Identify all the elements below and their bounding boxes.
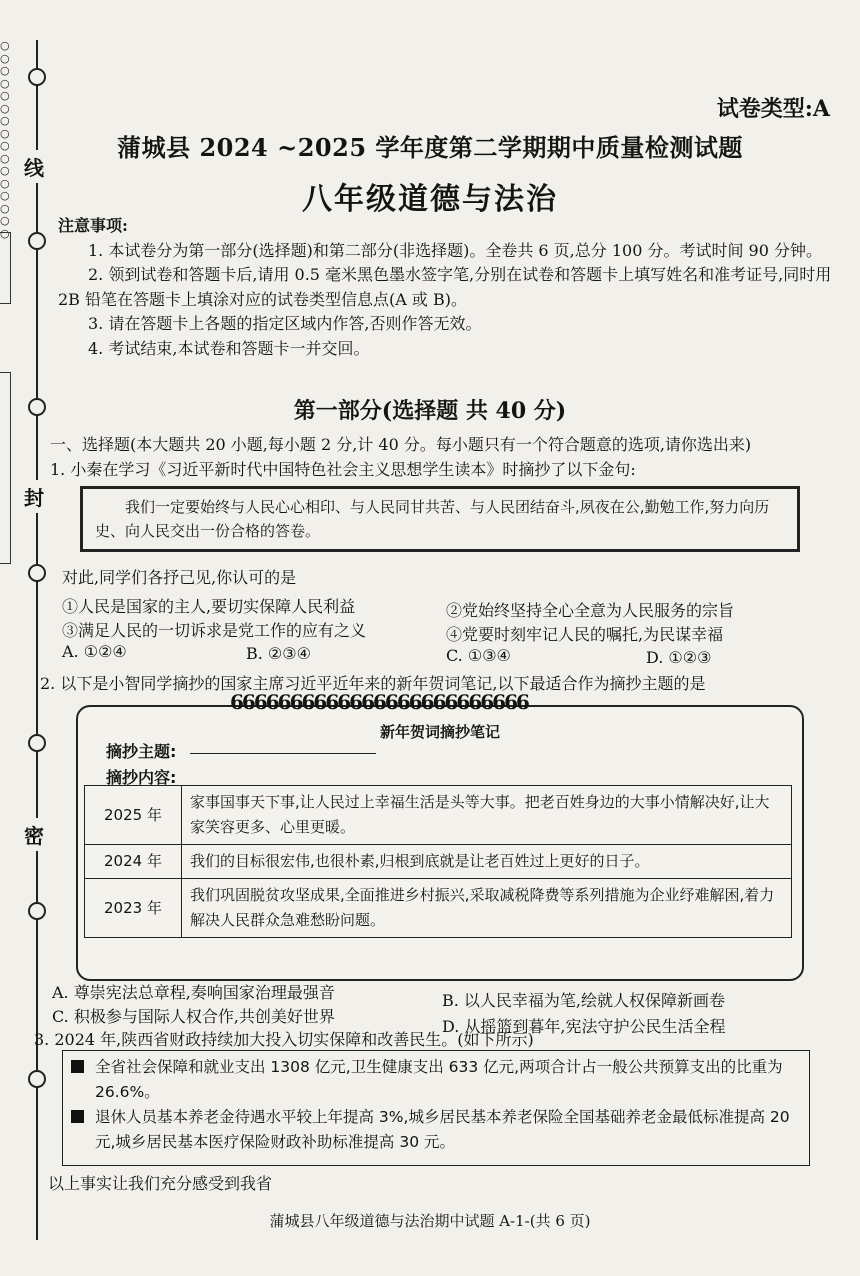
q1-prompt: 对此,同学们各抒己见,你认可的是 [62,568,297,587]
q1-option-d: D. ①②③ [646,648,712,667]
quote-table [84,785,792,938]
bullet-square-icon [71,1060,84,1073]
info-item [71,1055,801,1105]
note-item: 1. 本试卷分为第一部分(选择题)和第二部分(非选择题)。全卷共 6 页,总分 100 分。考试时间 90 分钟。 [88,240,823,260]
row-year: 2025 年 [85,786,182,845]
note-item: 2. 领到试卷和答题卡后,请用 0.5 毫米黑色墨水签字笔,分别在试卷和答题卡上填写姓名和准考证号,同时用 2B 铅笔在答题卡上填涂对应的试卷类型信息点(A 或 B)。 [58,265,832,309]
notes-section [58,214,834,361]
q1-option-a: A. ①②④ [62,642,127,661]
table-row [85,786,792,845]
section-heading: 一、选择题(本大题共 20 小题,每小题 2 分,计 40 分。每小题只有一个符合题意的选项,请你选出来) [50,435,752,454]
table-row [85,879,792,938]
q2-option-c: C. 积极参与国际人权合作,共创美好世界 [52,1007,335,1026]
margin-char-seal: 封 [24,480,44,513]
paper-type: 试卷类型:A [716,96,830,122]
margin-char-line: 线 [24,150,44,183]
q3-info-box [62,1050,810,1166]
q1-option-c: C. ①③④ [446,646,511,665]
bullet-square-icon [71,1110,84,1123]
margin-box [0,232,11,304]
binding-hole [28,68,46,86]
binding-hole [28,232,46,250]
q2-option-d: D. 从摇篮到暮年,宪法守护公民生活全程 [442,1017,726,1036]
notebook-card [76,705,804,981]
binding-hole [28,564,46,582]
theme-blank-line [190,753,376,754]
q1-quote-box: 我们一定要始终与人民心心相印、与人民同甘共苦、与人民团结奋斗,夙夜在公,勤勉工作,努力向历史、向人民交出一份合格的答卷。 [80,486,800,552]
part-title: 第一部分(选择题 共 40 分) [293,398,567,424]
q2-option-a: A. 尊崇宪法总章程,奏响国家治理最强音 [52,983,335,1002]
binding-line [36,40,38,1240]
q3-stem: 3. 2024 年,陕西省财政持续加大投入切实保障和改善民生。(如下所示) [34,1030,534,1049]
row-year: 2024 年 [85,845,182,879]
row-year: 2023 年 [85,879,182,938]
margin-char-secret: 密 [24,818,44,851]
note-item: 4. 考试结束,本试卷和答题卡一并交回。 [88,338,370,358]
q3-tail: 以上事实让我们充分感受到我省 [48,1174,273,1193]
binding-hole [28,902,46,920]
info-text: 全省社会保障和就业支出 1308 亿元,卫生健康支出 633 亿元,两项合计占一般公共预算支出的比重为 26.6%。 [95,1058,783,1101]
q2-stem: 2. 以下是小智同学摘抄的国家主席习近平近年来的新年贺词笔记,以下最适合作为摘抄主题的是 [40,674,706,693]
q1-statement-1: ①人民是国家的主人,要切实保障人民利益 [62,597,356,616]
q1-option-b: B. ②③④ [246,644,311,663]
q1-statement-2: ②党始终坚持全心全意为人民服务的宗旨 [446,601,735,620]
label-content: 摘抄内容: [106,768,177,787]
page-footer: 蒲城县八年级道德与法治期中试题 A-1-(共 6 页) [269,1212,591,1230]
q2-option-b: B. 以人民幸福为笔,绘就人权保障新画卷 [442,991,726,1010]
q1-statement-4: ④党要时刻牢记人民的嘱托,为民谋幸福 [446,625,724,644]
table-row [85,845,792,879]
exam-title: 蒲城县 2024 ~2025 学年度第二学期期中质量检测试题 [117,133,743,162]
notebook-title: 新年贺词摘抄笔记 [379,723,500,741]
subject-title: 八年级道德与法治 [302,182,558,217]
label-theme: 摘抄主题: [106,742,177,761]
note-item: 3. 请在答题卡上各题的指定区域内作答,否则作答无效。 [88,314,482,333]
info-text: 退休人员基本养老金待遇水平较上年提高 3%,城乡居民基本养老保险全国基础养老金最低标准提高 20 元,城乡居民基本医疗保险财政补助标准提高 30 元。 [95,1108,790,1151]
row-text: 家事国事天下事,让人民过上幸福生活是头等大事。把老百姓身边的大事小情解决好,让大家笑容更多、心里更暖。 [182,786,792,845]
binding-spiral: ○ ○ ○ ○ ○ ○ ○ ○ ○ ○ ○ ○ ○ ○ ○ ○ [0,39,10,240]
info-item [71,1105,801,1155]
binding-hole [28,734,46,752]
q1-stem: 1. 小秦在学习《习近平新时代中国特色社会主义思想学生读本》时摘抄了以下金句: [50,460,636,479]
row-text: 我们巩固脱贫攻坚成果,全面推进乡村振兴,采取减税降费等系列措施为企业纾难解困,着力解决人民群众急难愁盼问题。 [182,879,792,938]
row-text: 我们的目标很宏伟,也很朴素,归根到底就是让老百姓过上更好的日子。 [182,845,792,879]
notes-heading: 注意事项: [58,216,128,235]
binding-hole [28,1070,46,1088]
q1-statement-3: ③满足人民的一切诉求是党工作的应有之义 [62,621,367,640]
notebook-rings: 6666666666666666666666666 [230,690,528,714]
